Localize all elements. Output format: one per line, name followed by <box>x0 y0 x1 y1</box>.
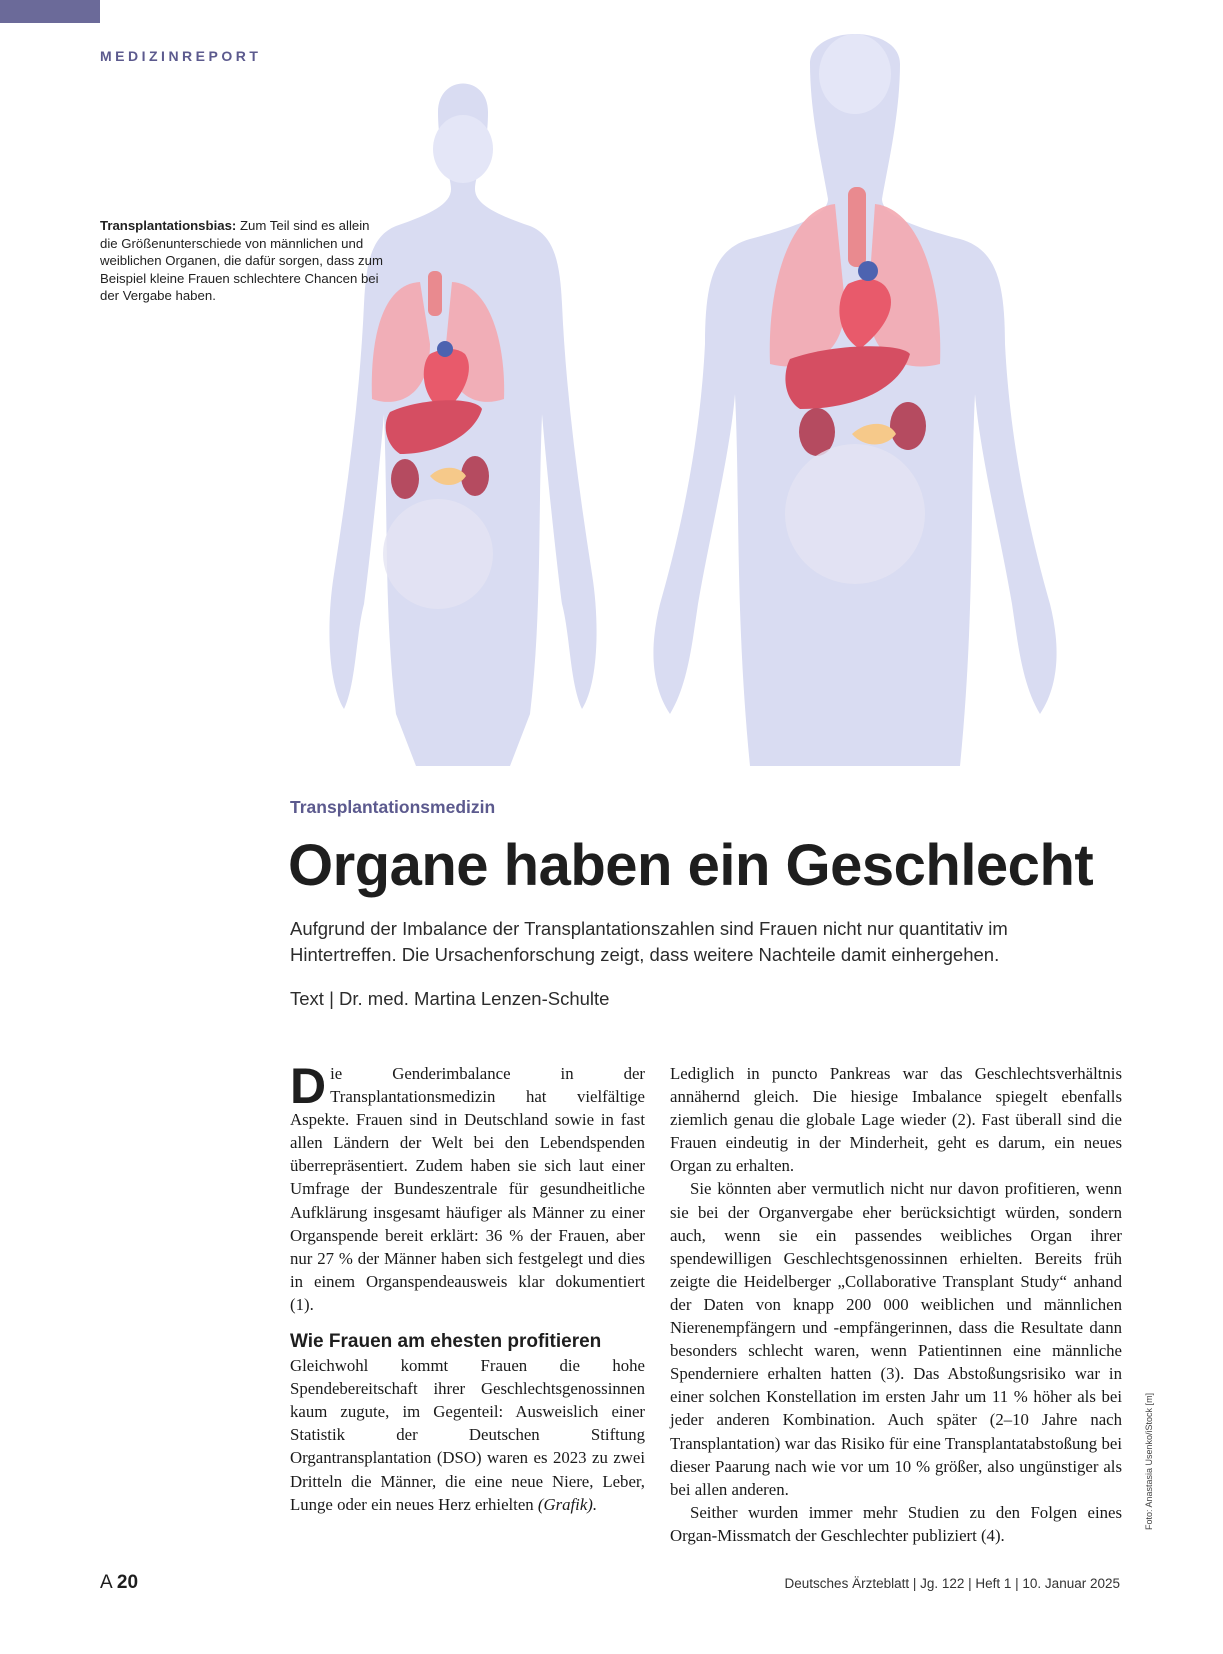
caption-title: Transplantationsbias: <box>100 218 237 233</box>
section-label: MEDIZINREPORT <box>100 48 262 64</box>
page-prefix: A <box>100 1572 112 1593</box>
paragraph-4: Seither wurden immer mehr Studien zu den Folgen eines Organ-Missmatch der Geschlechter publiziert (4). <box>670 1502 1122 1545</box>
subheading: Wie Frauen am ehesten profitieren <box>290 1331 602 1353</box>
paragraph-1 <box>290 1058 645 1316</box>
kicker: Transplantationsmedizin <box>290 797 496 817</box>
caption-text: Zum Teil sind es allein die Größenunterschiede von männlichen und weiblichen Organen, die dafür sorgen, dass zum Beispiel kleine Frauen schlechtere Chancen bei der Vergabe haben. <box>100 218 383 303</box>
figure-reference: (Grafik). <box>537 1494 598 1514</box>
paragraph-1-text: ie Genderimbalance in der Transplantationsmedizin hat vielfältige Aspekte. Frauen sind in Deutschland sowie in fast allen Ländern der Welt bei den Lebendspenden überrepräsentiert. Zudem haben sie sich laut einer Umfrage der Bundeszentrale für gesundheitliche Aufklärung insgesamt häufiger als Männer zu einer Organspende bereit erklärt: 36 % der Frauen, aber nur 27 % der Männer haben sich festgelegt und dies in einem Organspendeausweis klar dokumentiert (1). <box>290 1064 645 1314</box>
article-column-1 <box>290 1058 645 1516</box>
paragraph-2 <box>290 1354 645 1516</box>
byline: Text | Dr. med. Martina Lenzen-Schulte <box>290 988 610 1009</box>
paragraph-2-text: Gleichwohl kommt Frauen die hohe Spendebereitschaft ihrer Geschlechtsgenossinnen kaum zugute, im Gegenteil: Ausweislich einer Statistik der Deutschen Stiftung Organtransplantation (DSO) waren es 2023 zu zwei Dritteln die Männer, die eine neue Niere, Leber, Lunge oder ein neues Herz erhielten <box>290 1356 645 1514</box>
page-number-value: 20 <box>116 1572 139 1593</box>
female-body-silhouette <box>329 84 596 767</box>
headline: Organe haben ein Geschlecht <box>288 833 1094 898</box>
figure-caption <box>100 217 385 305</box>
paragraph-2-continued: Lediglich in puncto Pankreas war das Geschlechtsverhältnis annähernd gleich. Die hiesige Imbalance spiegelt ebenfalls ziemlich genau die globale Lage wieder (2). Fast überall sind die Frauen eindeutig in der Minderheit, geht es darum, ein neues Organ zu erhalten. <box>670 1064 1122 1176</box>
photo-credit: Foto: Anastasia Usenko/iStock [m] <box>1144 1392 1154 1530</box>
journal-footer: Deutsches Ärzteblatt | Jg. 122 | Heft 1 | 10. Januar 2025 <box>784 1576 1120 1591</box>
page-number <box>100 1572 138 1594</box>
article-column-2 <box>670 1062 1122 1547</box>
paragraph-3: Sie könnten aber vermutlich nicht nur davon profitieren, wenn sie bei der Organvergabe eher berücksichtigt würden, sondern auch, wenn sie ein passendes weibliches Organ ihrer spendewilligen Geschlechtsgenossinnen erhielten. Bereits früh zeigte die Heidelberger „Collaborative Transplant Study“ anhand der Daten von knapp 200 000 weiblichen und männlichen Nierenempfängern und -empfängerinnen, dass die Resultate dann besonders schlecht waren, wenn Patientinnen eine männliche Spenderniere erhalten hatten (3). Das Abstoßungsrisiko war in einer solchen Konstellation im ersten Jahr um 11 % höher als bei jeder anderen Kombination. Auch später (2–10 Jahre nach Transplantation) war das Risiko für eine Transplantatabstoßung bei dieser Paarung nach wie vor um 10 % größer, also ungünstiger als bei allen anderen. <box>670 1179 1122 1499</box>
lead-paragraph: Aufgrund der Imbalance der Transplantationszahlen sind Frauen nicht nur quantitativ im Hintertreffen. Die Ursachenforschung zeigt, dass weitere Nachteile damit einhergehen. <box>290 918 1008 965</box>
drop-cap: D <box>290 1058 327 1114</box>
corner-color-tab <box>0 0 100 23</box>
anatomy-illustration <box>270 14 1120 766</box>
male-body-silhouette <box>653 34 1056 766</box>
